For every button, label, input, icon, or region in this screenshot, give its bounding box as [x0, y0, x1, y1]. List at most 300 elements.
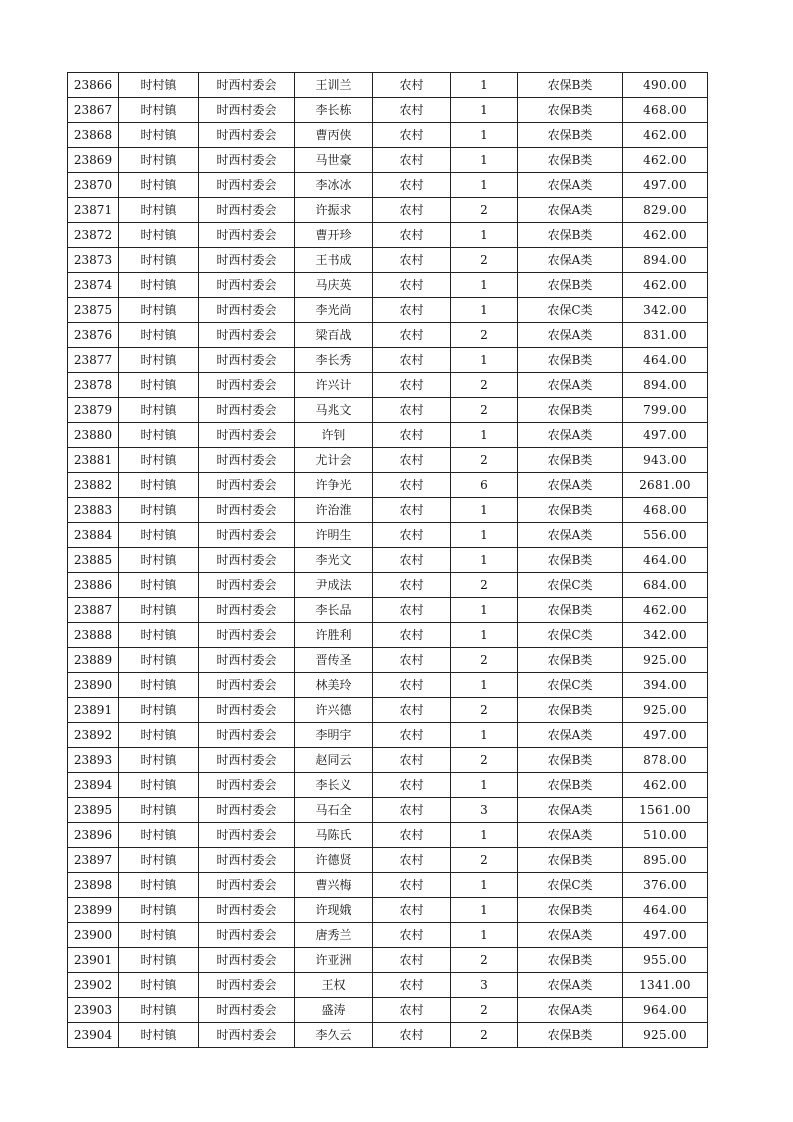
- table-row: [68, 448, 708, 473]
- member-count-cell: 1: [451, 148, 518, 173]
- village-committee-cell: 时西村委会: [199, 273, 295, 298]
- record-number-cell: 23902: [68, 973, 119, 998]
- household-type-cell: 农村: [373, 623, 451, 648]
- table-row: [68, 748, 708, 773]
- record-number-cell: 23887: [68, 598, 119, 623]
- insurance-category-cell: 农保C类: [518, 873, 623, 898]
- record-number-cell: 23899: [68, 898, 119, 923]
- member-count-cell: 2: [451, 448, 518, 473]
- member-count-cell: 1: [451, 73, 518, 98]
- member-count-cell: 2: [451, 323, 518, 348]
- town-cell: 时村镇: [119, 973, 199, 998]
- table-row: [68, 898, 708, 923]
- record-number-cell: 23876: [68, 323, 119, 348]
- record-number-cell: 23870: [68, 173, 119, 198]
- village-committee-cell: 时西村委会: [199, 323, 295, 348]
- record-number-cell: 23893: [68, 748, 119, 773]
- household-type-cell: 农村: [373, 823, 451, 848]
- table-body: [68, 73, 708, 1048]
- household-type-cell: 农村: [373, 248, 451, 273]
- insurance-category-cell: 农保A类: [518, 523, 623, 548]
- amount-cell: 955.00: [623, 948, 708, 973]
- member-count-cell: 1: [451, 423, 518, 448]
- name-cell: 许现娥: [295, 898, 373, 923]
- record-number-cell: 23877: [68, 348, 119, 373]
- member-count-cell: 1: [451, 98, 518, 123]
- insurance-category-cell: 农保B类: [518, 273, 623, 298]
- insurance-category-cell: 农保B类: [518, 348, 623, 373]
- table-row: [68, 273, 708, 298]
- record-number-cell: 23897: [68, 848, 119, 873]
- name-cell: 许钊: [295, 423, 373, 448]
- member-count-cell: 2: [451, 398, 518, 423]
- household-type-cell: 农村: [373, 123, 451, 148]
- table-row: [68, 548, 708, 573]
- name-cell: 王书成: [295, 248, 373, 273]
- name-cell: 王权: [295, 973, 373, 998]
- household-type-cell: 农村: [373, 148, 451, 173]
- town-cell: 时村镇: [119, 148, 199, 173]
- table-row: [68, 573, 708, 598]
- household-type-cell: 农村: [373, 948, 451, 973]
- amount-cell: 462.00: [623, 598, 708, 623]
- town-cell: 时村镇: [119, 298, 199, 323]
- insurance-category-cell: 农保B类: [518, 598, 623, 623]
- amount-cell: 684.00: [623, 573, 708, 598]
- member-count-cell: 1: [451, 123, 518, 148]
- name-cell: 曹兴梅: [295, 873, 373, 898]
- village-committee-cell: 时西村委会: [199, 198, 295, 223]
- village-committee-cell: 时西村委会: [199, 673, 295, 698]
- record-number-cell: 23867: [68, 98, 119, 123]
- table-row: [68, 323, 708, 348]
- name-cell: 马兆文: [295, 398, 373, 423]
- name-cell: 马陈氏: [295, 823, 373, 848]
- insurance-category-cell: 农保C类: [518, 573, 623, 598]
- member-count-cell: 1: [451, 273, 518, 298]
- member-count-cell: 1: [451, 773, 518, 798]
- village-committee-cell: 时西村委会: [199, 148, 295, 173]
- village-committee-cell: 时西村委会: [199, 73, 295, 98]
- member-count-cell: 2: [451, 998, 518, 1023]
- member-count-cell: 3: [451, 798, 518, 823]
- village-committee-cell: 时西村委会: [199, 523, 295, 548]
- town-cell: 时村镇: [119, 598, 199, 623]
- amount-cell: 556.00: [623, 523, 708, 548]
- member-count-cell: 2: [451, 1023, 518, 1048]
- village-committee-cell: 时西村委会: [199, 423, 295, 448]
- household-type-cell: 农村: [373, 348, 451, 373]
- record-number-cell: 23898: [68, 873, 119, 898]
- household-type-cell: 农村: [373, 198, 451, 223]
- insurance-category-cell: 农保B类: [518, 123, 623, 148]
- insurance-category-cell: 农保B类: [518, 548, 623, 573]
- record-number-cell: 23892: [68, 723, 119, 748]
- amount-cell: 468.00: [623, 98, 708, 123]
- record-number-cell: 23891: [68, 698, 119, 723]
- table-row: [68, 623, 708, 648]
- record-number-cell: 23903: [68, 998, 119, 1023]
- record-number-cell: 23894: [68, 773, 119, 798]
- record-number-cell: 23885: [68, 548, 119, 573]
- name-cell: 李明宇: [295, 723, 373, 748]
- insurance-category-cell: 农保B类: [518, 448, 623, 473]
- insurance-category-cell: 农保A类: [518, 798, 623, 823]
- town-cell: 时村镇: [119, 723, 199, 748]
- town-cell: 时村镇: [119, 473, 199, 498]
- household-type-cell: 农村: [373, 648, 451, 673]
- town-cell: 时村镇: [119, 373, 199, 398]
- amount-cell: 894.00: [623, 373, 708, 398]
- table-row: [68, 973, 708, 998]
- name-cell: 许兴计: [295, 373, 373, 398]
- village-committee-cell: 时西村委会: [199, 348, 295, 373]
- town-cell: 时村镇: [119, 198, 199, 223]
- member-count-cell: 1: [451, 723, 518, 748]
- table-row: [68, 598, 708, 623]
- name-cell: 曹开珍: [295, 223, 373, 248]
- amount-cell: 462.00: [623, 123, 708, 148]
- town-cell: 时村镇: [119, 748, 199, 773]
- household-type-cell: 农村: [373, 273, 451, 298]
- record-number-cell: 23890: [68, 673, 119, 698]
- insurance-category-cell: 农保B类: [518, 73, 623, 98]
- town-cell: 时村镇: [119, 998, 199, 1023]
- table-row: [68, 298, 708, 323]
- village-committee-cell: 时西村委会: [199, 798, 295, 823]
- insurance-category-cell: 农保A类: [518, 723, 623, 748]
- name-cell: 马庆英: [295, 273, 373, 298]
- table-row: [68, 148, 708, 173]
- insurance-category-cell: 农保A类: [518, 173, 623, 198]
- household-type-cell: 农村: [373, 498, 451, 523]
- table-row: [68, 673, 708, 698]
- household-type-cell: 农村: [373, 848, 451, 873]
- village-committee-cell: 时西村委会: [199, 373, 295, 398]
- household-type-cell: 农村: [373, 173, 451, 198]
- member-count-cell: 1: [451, 623, 518, 648]
- household-type-cell: 农村: [373, 723, 451, 748]
- village-committee-cell: 时西村委会: [199, 448, 295, 473]
- table-row: [68, 248, 708, 273]
- amount-cell: 462.00: [623, 148, 708, 173]
- amount-cell: 497.00: [623, 923, 708, 948]
- name-cell: 李长义: [295, 773, 373, 798]
- member-count-cell: 2: [451, 648, 518, 673]
- town-cell: 时村镇: [119, 923, 199, 948]
- member-count-cell: 2: [451, 698, 518, 723]
- amount-cell: 831.00: [623, 323, 708, 348]
- town-cell: 时村镇: [119, 898, 199, 923]
- insurance-category-cell: 农保C类: [518, 673, 623, 698]
- village-committee-cell: 时西村委会: [199, 648, 295, 673]
- table-row: [68, 848, 708, 873]
- name-cell: 马石全: [295, 798, 373, 823]
- amount-cell: 464.00: [623, 898, 708, 923]
- insurance-category-cell: 农保B类: [518, 698, 623, 723]
- name-cell: 许治淮: [295, 498, 373, 523]
- table-row: [68, 498, 708, 523]
- amount-cell: 829.00: [623, 198, 708, 223]
- name-cell: 许亚洲: [295, 948, 373, 973]
- amount-cell: 925.00: [623, 1023, 708, 1048]
- town-cell: 时村镇: [119, 123, 199, 148]
- member-count-cell: 1: [451, 898, 518, 923]
- record-number-cell: 23868: [68, 123, 119, 148]
- table-row: [68, 923, 708, 948]
- name-cell: 许争光: [295, 473, 373, 498]
- member-count-cell: 1: [451, 348, 518, 373]
- town-cell: 时村镇: [119, 173, 199, 198]
- name-cell: 尤计会: [295, 448, 373, 473]
- town-cell: 时村镇: [119, 398, 199, 423]
- name-cell: 李长栋: [295, 98, 373, 123]
- town-cell: 时村镇: [119, 773, 199, 798]
- name-cell: 李长品: [295, 598, 373, 623]
- household-type-cell: 农村: [373, 523, 451, 548]
- village-committee-cell: 时西村委会: [199, 973, 295, 998]
- insurance-category-cell: 农保A类: [518, 998, 623, 1023]
- amount-cell: 964.00: [623, 998, 708, 1023]
- insurance-category-cell: 农保B类: [518, 848, 623, 873]
- name-cell: 李光文: [295, 548, 373, 573]
- record-number-cell: 23901: [68, 948, 119, 973]
- amount-cell: 1561.00: [623, 798, 708, 823]
- household-type-cell: 农村: [373, 598, 451, 623]
- name-cell: 许明生: [295, 523, 373, 548]
- household-type-cell: 农村: [373, 698, 451, 723]
- name-cell: 许德贤: [295, 848, 373, 873]
- village-committee-cell: 时西村委会: [199, 998, 295, 1023]
- member-count-cell: 1: [451, 823, 518, 848]
- household-type-cell: 农村: [373, 573, 451, 598]
- town-cell: 时村镇: [119, 73, 199, 98]
- record-number-cell: 23881: [68, 448, 119, 473]
- town-cell: 时村镇: [119, 798, 199, 823]
- insurance-category-cell: 农保A类: [518, 973, 623, 998]
- member-count-cell: 1: [451, 223, 518, 248]
- household-type-cell: 农村: [373, 473, 451, 498]
- insurance-category-cell: 农保A类: [518, 323, 623, 348]
- amount-cell: 2681.00: [623, 473, 708, 498]
- village-committee-cell: 时西村委会: [199, 398, 295, 423]
- town-cell: 时村镇: [119, 873, 199, 898]
- insurance-category-cell: 农保A类: [518, 198, 623, 223]
- household-type-cell: 农村: [373, 323, 451, 348]
- amount-cell: 462.00: [623, 223, 708, 248]
- household-type-cell: 农村: [373, 98, 451, 123]
- household-type-cell: 农村: [373, 298, 451, 323]
- amount-cell: 894.00: [623, 248, 708, 273]
- table-row: [68, 948, 708, 973]
- insurance-category-cell: 农保A类: [518, 473, 623, 498]
- amount-cell: 376.00: [623, 873, 708, 898]
- household-type-cell: 农村: [373, 1023, 451, 1048]
- record-number-cell: 23904: [68, 1023, 119, 1048]
- record-number-cell: 23880: [68, 423, 119, 448]
- member-count-cell: 2: [451, 198, 518, 223]
- amount-cell: 462.00: [623, 773, 708, 798]
- member-count-cell: 1: [451, 873, 518, 898]
- insurance-category-cell: 农保A类: [518, 373, 623, 398]
- household-type-cell: 农村: [373, 448, 451, 473]
- insurance-category-cell: 农保B类: [518, 223, 623, 248]
- table-row: [68, 523, 708, 548]
- town-cell: 时村镇: [119, 1023, 199, 1048]
- household-type-cell: 农村: [373, 973, 451, 998]
- insurance-category-cell: 农保A类: [518, 823, 623, 848]
- name-cell: 晋传圣: [295, 648, 373, 673]
- insurance-category-cell: 农保A类: [518, 423, 623, 448]
- name-cell: 王训兰: [295, 73, 373, 98]
- table-row: [68, 398, 708, 423]
- town-cell: 时村镇: [119, 98, 199, 123]
- household-type-cell: 农村: [373, 923, 451, 948]
- village-committee-cell: 时西村委会: [199, 573, 295, 598]
- name-cell: 李光尚: [295, 298, 373, 323]
- town-cell: 时村镇: [119, 648, 199, 673]
- member-count-cell: 1: [451, 923, 518, 948]
- town-cell: 时村镇: [119, 498, 199, 523]
- town-cell: 时村镇: [119, 523, 199, 548]
- insurance-category-cell: 农保B类: [518, 98, 623, 123]
- household-type-cell: 农村: [373, 398, 451, 423]
- household-type-cell: 农村: [373, 673, 451, 698]
- record-number-cell: 23900: [68, 923, 119, 948]
- record-number-cell: 23879: [68, 398, 119, 423]
- village-committee-cell: 时西村委会: [199, 498, 295, 523]
- amount-cell: 878.00: [623, 748, 708, 773]
- record-number-cell: 23884: [68, 523, 119, 548]
- record-number-cell: 23889: [68, 648, 119, 673]
- amount-cell: 497.00: [623, 723, 708, 748]
- town-cell: 时村镇: [119, 548, 199, 573]
- name-cell: 唐秀兰: [295, 923, 373, 948]
- member-count-cell: 1: [451, 173, 518, 198]
- town-cell: 时村镇: [119, 848, 199, 873]
- village-committee-cell: 时西村委会: [199, 748, 295, 773]
- name-cell: 尹成法: [295, 573, 373, 598]
- record-number-cell: 23869: [68, 148, 119, 173]
- table-row: [68, 648, 708, 673]
- name-cell: 林美玲: [295, 673, 373, 698]
- member-count-cell: 2: [451, 248, 518, 273]
- amount-cell: 943.00: [623, 448, 708, 473]
- allowance-table: [67, 72, 708, 1048]
- table-row: [68, 823, 708, 848]
- table-row: [68, 223, 708, 248]
- table-row: [68, 798, 708, 823]
- member-count-cell: 1: [451, 548, 518, 573]
- town-cell: 时村镇: [119, 348, 199, 373]
- village-committee-cell: 时西村委会: [199, 773, 295, 798]
- village-committee-cell: 时西村委会: [199, 123, 295, 148]
- insurance-category-cell: 农保B类: [518, 148, 623, 173]
- amount-cell: 490.00: [623, 73, 708, 98]
- table-row: [68, 73, 708, 98]
- table-row: [68, 723, 708, 748]
- insurance-category-cell: 农保B类: [518, 648, 623, 673]
- amount-cell: 799.00: [623, 398, 708, 423]
- table-row: [68, 698, 708, 723]
- household-type-cell: 农村: [373, 873, 451, 898]
- household-type-cell: 农村: [373, 773, 451, 798]
- amount-cell: 342.00: [623, 623, 708, 648]
- village-committee-cell: 时西村委会: [199, 723, 295, 748]
- record-number-cell: 23866: [68, 73, 119, 98]
- record-number-cell: 23878: [68, 373, 119, 398]
- name-cell: 盛涛: [295, 998, 373, 1023]
- amount-cell: 925.00: [623, 648, 708, 673]
- household-type-cell: 农村: [373, 373, 451, 398]
- name-cell: 许振求: [295, 198, 373, 223]
- record-number-cell: 23875: [68, 298, 119, 323]
- town-cell: 时村镇: [119, 823, 199, 848]
- name-cell: 赵同云: [295, 748, 373, 773]
- town-cell: 时村镇: [119, 323, 199, 348]
- name-cell: 李长秀: [295, 348, 373, 373]
- village-committee-cell: 时西村委会: [199, 898, 295, 923]
- table-row: [68, 998, 708, 1023]
- amount-cell: 464.00: [623, 548, 708, 573]
- member-count-cell: 6: [451, 473, 518, 498]
- village-committee-cell: 时西村委会: [199, 623, 295, 648]
- insurance-category-cell: 农保B类: [518, 498, 623, 523]
- town-cell: 时村镇: [119, 698, 199, 723]
- table-row: [68, 773, 708, 798]
- name-cell: 李久云: [295, 1023, 373, 1048]
- village-committee-cell: 时西村委会: [199, 873, 295, 898]
- name-cell: 许兴德: [295, 698, 373, 723]
- record-number-cell: 23882: [68, 473, 119, 498]
- household-type-cell: 农村: [373, 423, 451, 448]
- record-number-cell: 23888: [68, 623, 119, 648]
- village-committee-cell: 时西村委会: [199, 248, 295, 273]
- member-count-cell: 1: [451, 523, 518, 548]
- amount-cell: 895.00: [623, 848, 708, 873]
- amount-cell: 342.00: [623, 298, 708, 323]
- member-count-cell: 1: [451, 498, 518, 523]
- village-committee-cell: 时西村委会: [199, 548, 295, 573]
- amount-cell: 497.00: [623, 173, 708, 198]
- insurance-category-cell: 农保C类: [518, 623, 623, 648]
- table-row: [68, 198, 708, 223]
- amount-cell: 464.00: [623, 348, 708, 373]
- household-type-cell: 农村: [373, 998, 451, 1023]
- member-count-cell: 3: [451, 973, 518, 998]
- village-committee-cell: 时西村委会: [199, 1023, 295, 1048]
- town-cell: 时村镇: [119, 423, 199, 448]
- name-cell: 马世豪: [295, 148, 373, 173]
- member-count-cell: 2: [451, 373, 518, 398]
- amount-cell: 1341.00: [623, 973, 708, 998]
- insurance-category-cell: 农保B类: [518, 948, 623, 973]
- name-cell: 梁百战: [295, 323, 373, 348]
- member-count-cell: 2: [451, 948, 518, 973]
- town-cell: 时村镇: [119, 273, 199, 298]
- amount-cell: 468.00: [623, 498, 708, 523]
- village-committee-cell: 时西村委会: [199, 823, 295, 848]
- amount-cell: 394.00: [623, 673, 708, 698]
- household-type-cell: 农村: [373, 223, 451, 248]
- insurance-category-cell: 农保B类: [518, 898, 623, 923]
- member-count-cell: 2: [451, 573, 518, 598]
- record-number-cell: 23874: [68, 273, 119, 298]
- table-row: [68, 1023, 708, 1048]
- record-number-cell: 23886: [68, 573, 119, 598]
- record-number-cell: 23896: [68, 823, 119, 848]
- household-type-cell: 农村: [373, 898, 451, 923]
